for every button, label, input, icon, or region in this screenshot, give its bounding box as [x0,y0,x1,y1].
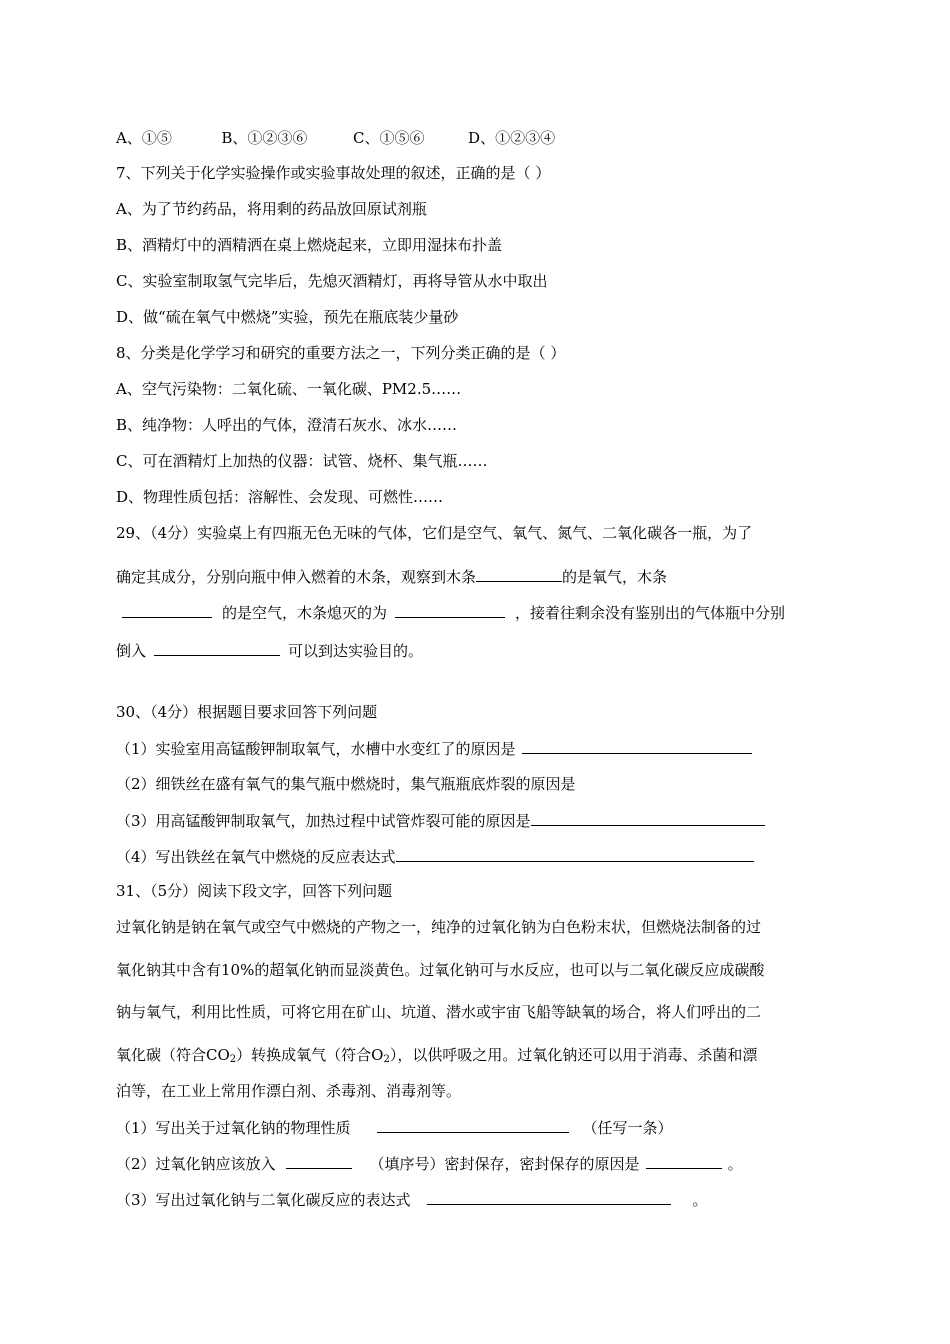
q31-para-4-text-b: ）转换成氧气（符合O [236,1046,384,1064]
q30-part-3-text: （3）用高锰酸钾制取氧气，加热过程中试管炸裂可能的原因是 [116,812,531,830]
q31-para-line-5: 泊等，在工业上常用作漂白剂、杀毒剂、消毒剂等。 [116,1082,462,1100]
option-b: B、①②③⑥ [221,129,308,147]
q31-para-line-1: 过氧化钠是钠在氧气或空气中燃烧的产物之一，纯净的过氧化钠为白色粉末状，但燃烧法制备的过 [116,918,762,936]
q29-line-2-text-b: 的是氧气，木条 [562,568,668,586]
q7-option-c: C、实验室制取氢气完毕后，先熄灭酒精灯，再将导管从水中取出 [116,272,548,290]
q29-line-3 [116,602,785,623]
q29-line-4-text-b: 可以到达实验目的。 [288,642,424,660]
q31-stem: 31、（5分）阅读下段文字，回答下列问题 [116,882,393,900]
q31-part-1 [116,1117,673,1138]
co2-subscript: 2 [229,1054,237,1065]
q31-para-line-2: 氧化钠其中含有10%的超氧化钠而显淡黄色。过氧化钠可与水反应，也可以与二氧化碳反应成碳酸 [116,961,765,979]
o2-subscript: 2 [383,1054,390,1065]
q31-blank-1[interactable] [377,1117,569,1133]
q30-part-1 [116,738,752,759]
option-c: C、①⑤⑥ [353,129,425,147]
option-a: A、①⑤ [116,129,172,147]
q29-line-2 [116,566,667,587]
q8-option-a: A、空气污染物：二氧化硫、一氧化碳、PM2.5…… [116,380,462,398]
q7-option-d: D、做“硫在氧气中燃烧”实验，预先在瓶底装少量砂 [116,308,459,326]
prev-question-options [116,128,555,148]
q8-stem: 8、分类是化学学习和研究的重要方法之一，下列分类正确的是（ ） [116,344,566,362]
q8-option-d: D、物理性质包括：溶解性、会发现、可燃性…… [116,488,444,506]
q30-part-2: （2）细铁丝在盛有氧气的集气瓶中燃烧时，集气瓶瓶底炸裂的原因是 [116,775,576,793]
q31-part-3-text: （3）写出过氧化钠与二氧化碳反应的表达式 [116,1191,411,1209]
q30-blank-4[interactable] [396,846,754,862]
q31-part-2-period: 。 [727,1155,743,1173]
q31-blank-2[interactable] [286,1153,352,1169]
q31-blank-3[interactable] [646,1153,722,1169]
q31-para-line-3: 钠与氧气，利用比性质，可将它用在矿山、坑道、潜水或宇宙飞船等缺氧的场合，将人们呼出的二 [116,1003,762,1021]
q31-part-3 [116,1189,708,1210]
q31-part-2-text-b: （填序号）密封保存，密封保存的原因是 [369,1155,640,1173]
q29-line-3-text-a: 的是空气，木条熄灭的为 [222,604,388,622]
q29-line-4 [116,640,423,661]
option-d: D、①②③④ [468,129,556,147]
q29-blank-1[interactable] [476,566,562,582]
q29-line-1: 29、（4分）实验桌上有四瓶无色无味的气体，它们是空气、氧气、氮气、二氧化碳各一瓶，为了 [116,524,753,542]
q31-para-line-4 [116,1045,757,1070]
q7-option-a: A、为了节约药品，将用剩的药品放回原试剂瓶 [116,200,427,218]
q7-stem: 7、下列关于化学实验操作或实验事故处理的叙述，正确的是（ ） [116,164,551,182]
q31-part-1-hint: （任写一条） [582,1119,673,1137]
q29-line-4-text-a: 倒入 [116,642,147,660]
q31-part-3-period: 。 [692,1191,708,1209]
q30-part-1-text: （1）实验室用高锰酸钾制取氧气，水槽中水变红了的原因是 [116,740,516,758]
q31-para-4-text-a: 氧化碳（符合CO [116,1046,230,1064]
q31-para-4-text-c: ），以供呼吸之用。过氧化钠还可以用于消毒、杀菌和漂 [389,1046,758,1064]
q31-part-1-text: （1）写出关于过氧化钠的物理性质 [116,1119,351,1137]
q29-line-2-text-a: 确定其成分，分别向瓶中伸入燃着的木条，观察到木条 [116,568,477,586]
q30-blank-3[interactable] [531,810,765,826]
q31-part-2-text-a: （2）过氧化钠应该放入 [116,1155,276,1173]
q29-blank-4[interactable] [154,640,280,656]
q31-part-2 [116,1153,743,1174]
q30-part-4-text: （4）写出铁丝在氧气中燃烧的反应表达式 [116,848,396,866]
q29-blank-2[interactable] [122,602,212,618]
q8-option-b: B、纯净物：人呼出的气体，澄清石灰水、冰水…… [116,416,458,434]
q31-blank-4[interactable] [427,1189,671,1205]
q29-blank-3[interactable] [395,602,505,618]
q7-option-b: B、酒精灯中的酒精洒在桌上燃烧起来，立即用湿抹布扑盖 [116,236,503,254]
q30-part-4 [116,846,754,867]
q29-line-3-text-b: ，接着往剩余没有鉴别出的气体瓶中分别 [515,604,786,622]
q30-stem: 30、（4分）根据题目要求回答下列问题 [116,703,378,721]
q8-option-c: C、可在酒精灯上加热的仪器：试管、烧杯、集气瓶…… [116,452,488,470]
q30-blank-1[interactable] [522,738,752,754]
q30-part-3 [116,810,765,831]
